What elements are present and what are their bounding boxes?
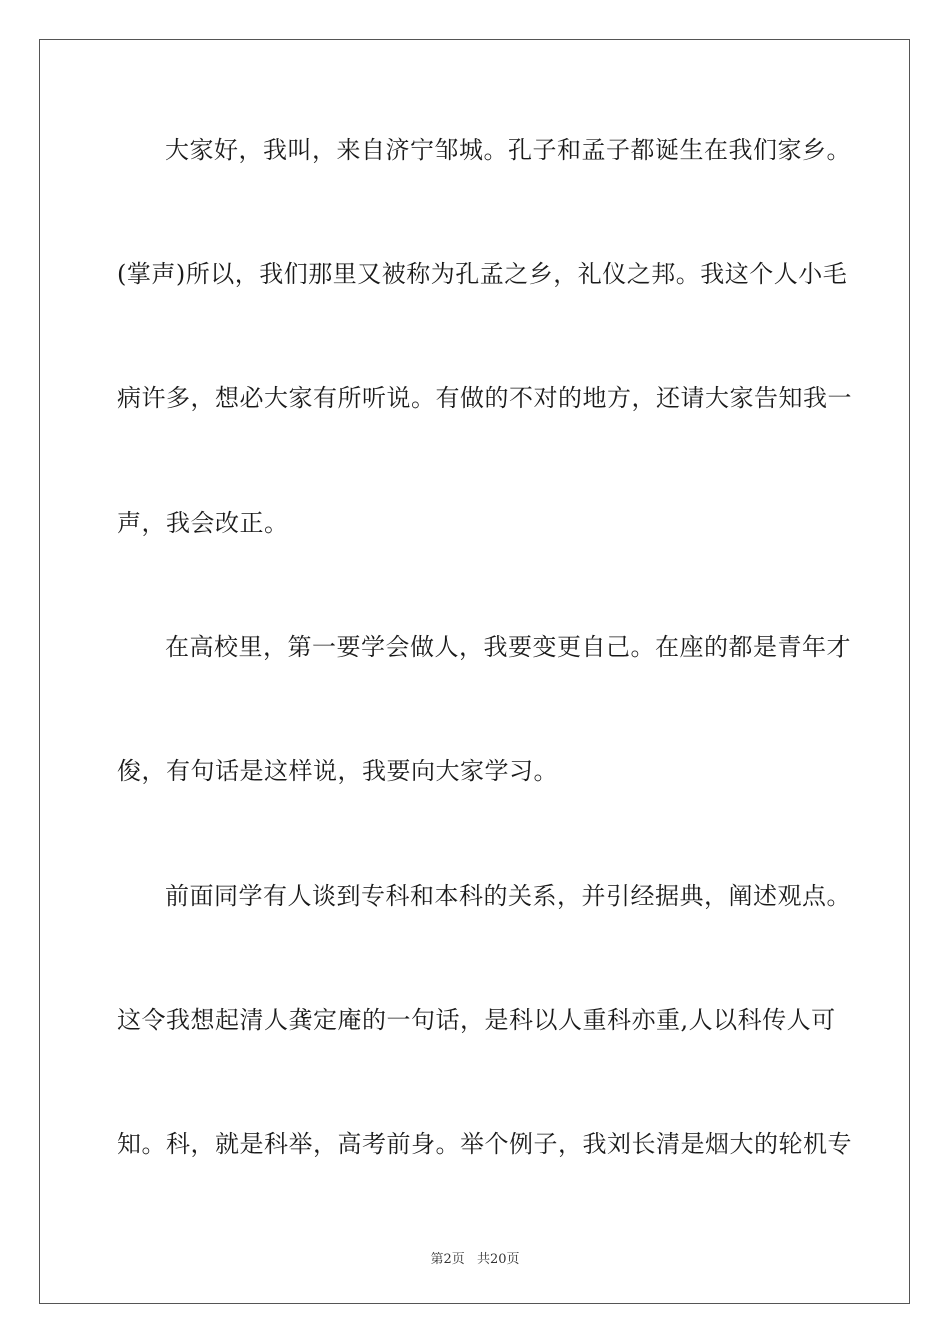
- paragraph-3-line-3: 知。科，就是科举，高考前身。举个例子，我刘长清是烟大的轮机专: [117, 1130, 852, 1158]
- paragraph-1-line-2: (掌声)所以，我们那里又被称为孔孟之乡，礼仪之邦。我这个人小毛: [117, 260, 848, 288]
- paragraph-3-line-2: 这令我想起清人龚定庵的一句话，是科以人重科亦重,人以科传人可: [117, 1006, 836, 1034]
- page-number-current: 第2页: [430, 1252, 465, 1267]
- paragraph-1-line-3: 病许多，想必大家有所听说。有做的不对的地方，还请大家告知我一: [117, 384, 852, 412]
- paragraph-2-line-2: 俊，有句话是这样说，我要向大家学习。: [117, 757, 558, 785]
- page-number-total: 共20页: [476, 1252, 520, 1267]
- paragraph-1-line-4: 声，我会改正。: [117, 509, 289, 537]
- page-footer: [0, 1248, 950, 1267]
- paragraph-1-line-1: 大家好，我叫，来自济宁邹城。孔子和孟子都诞生在我们家乡。: [165, 136, 851, 164]
- paragraph-2-line-1: 在高校里，第一要学会做人，我要变更自己。在座的都是青年才: [165, 633, 851, 661]
- page-border: [39, 39, 910, 1304]
- paragraph-3-line-1: 前面同学有人谈到专科和本科的关系，并引经据典，阐述观点。: [165, 882, 851, 910]
